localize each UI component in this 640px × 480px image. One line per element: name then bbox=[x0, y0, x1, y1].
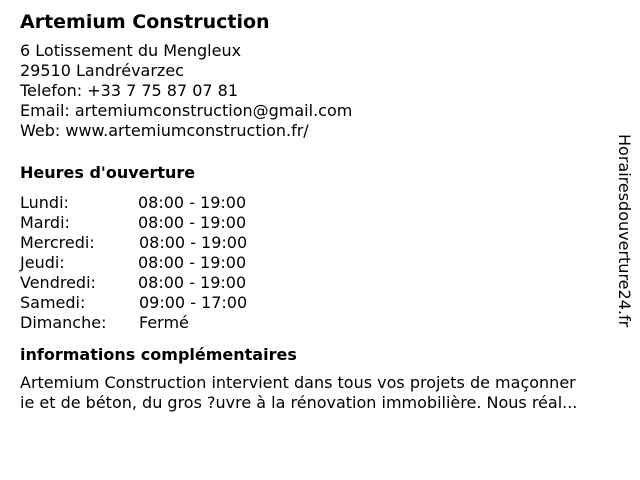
hours-row-mardi bbox=[20, 213, 632, 233]
description-line-2: ie et de béton, du gros ?uvre à la rénovation immobilière. Nous réal... bbox=[20, 393, 578, 412]
time-range: 08:00 - 19:00 bbox=[139, 233, 248, 252]
day-label: Jeudi: bbox=[20, 253, 65, 272]
day-label: Vendredi: bbox=[20, 273, 96, 292]
description-line-1: Artemium Construction intervient dans tous vos projets de maçonner bbox=[20, 373, 576, 392]
day-label: Lundi: bbox=[20, 193, 69, 212]
time-range: 09:00 - 17:00 bbox=[139, 293, 248, 312]
phone-line: Telefon: +33 7 75 87 07 81 bbox=[20, 81, 239, 100]
address-street: 6 Lotissement du Mengleux bbox=[20, 41, 242, 60]
info-heading: informations complémentaires bbox=[20, 345, 297, 364]
address-city: 29510 Landrévarzec bbox=[20, 61, 184, 80]
day-label: Dimanche: bbox=[20, 313, 107, 332]
hours-heading: Heures d'ouverture bbox=[20, 163, 196, 182]
hours-row-mercredi bbox=[20, 233, 632, 253]
time-range: 08:00 - 19:00 bbox=[138, 273, 247, 292]
day-label: Samedi: bbox=[20, 293, 86, 312]
day-label: Mercredi: bbox=[20, 233, 95, 252]
hours-row-dimanche bbox=[20, 313, 632, 333]
hours-row-samedi bbox=[20, 293, 632, 313]
time-range: 08:00 - 19:00 bbox=[138, 253, 247, 272]
hours-table bbox=[20, 193, 632, 333]
description bbox=[20, 373, 632, 413]
hours-row-lundi bbox=[20, 193, 632, 213]
day-label: Mardi: bbox=[20, 213, 70, 232]
web-line: Web: www.artemiumconstruction.fr/ bbox=[20, 121, 309, 140]
time-range: Fermé bbox=[139, 313, 189, 332]
business-card bbox=[20, 0, 632, 413]
site-watermark: Horairesdouverture24.fr bbox=[615, 134, 634, 328]
hours-row-jeudi bbox=[20, 253, 632, 273]
time-range: 08:00 - 19:00 bbox=[138, 213, 247, 232]
hours-row-vendredi bbox=[20, 273, 632, 293]
time-range: 08:00 - 19:00 bbox=[138, 193, 247, 212]
business-name: Artemium Construction bbox=[20, 11, 270, 33]
email-line: Email: artemiumconstruction@gmail.com bbox=[20, 101, 353, 120]
